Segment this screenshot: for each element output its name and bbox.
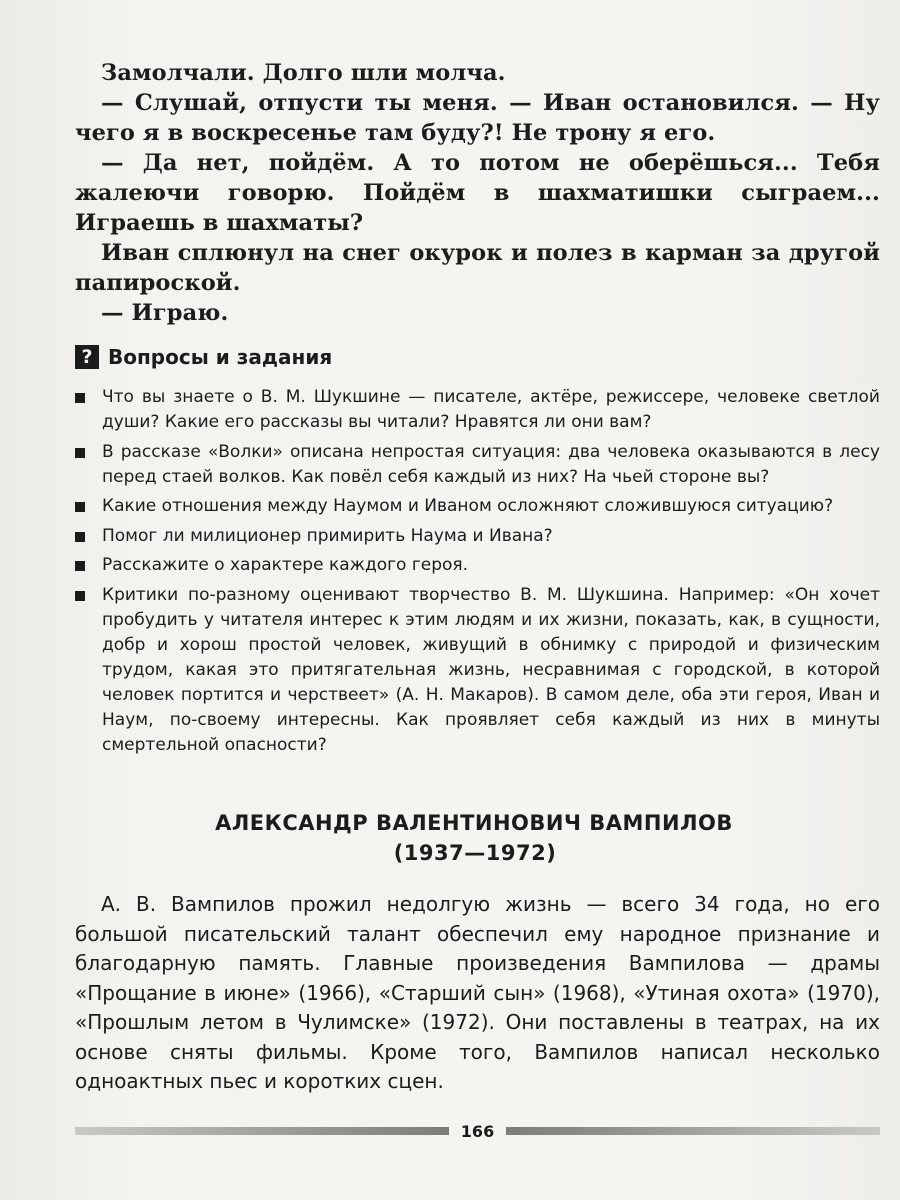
footer-rule-left: [75, 1127, 449, 1135]
question-item: Критики по-разному оценивают творчество В. М. Шукшина. Например: «Он хочет пробудить у читателя интерес к этим людям и их жизни, показать, как, в сущности, добр и хорош простой человек, живущий в обнимку с природой и физическим трудом, какая это притягательная жизнь, несравнимая с городской, в которой человек портится и черствеет» (А. Н. Макаров). В самом деле, оба эти героя, Иван и Наум, по-своему интересны. Как проявляет себя каждый из них в минуты смертельной опасности?: [75, 583, 880, 758]
author-name: АЛЕКСАНДР ВАЛЕНТИНОВИЧ ВАМПИЛОВ: [215, 811, 733, 835]
question-item: Какие отношения между Наумом и Иваном осложняют сложившуюся ситуацию?: [75, 494, 880, 519]
question-mark-icon: ?: [75, 345, 99, 369]
questions-list: [75, 385, 880, 762]
question-item: Что вы знаете о В. М. Шукшине — писателе, актёре, режиссере, человеке светлой души? Какие его рассказы вы читали? Нравятся ли они вам?: [75, 385, 880, 435]
bullet-square-icon: [75, 561, 85, 571]
bullet-square-icon: [75, 448, 85, 458]
questions-heading: [75, 345, 332, 369]
question-item: Помог ли милиционер примирить Наума и Ивана?: [75, 524, 880, 549]
bullet-square-icon: [75, 502, 85, 512]
bullet-square-icon: [75, 393, 85, 403]
story-paragraph: Замолчали. Долго шли молча.: [101, 60, 506, 86]
author-heading: [0, 808, 900, 868]
story-paragraph: Иван сплюнул на снег окурок и полез в карман за другой папироской.: [75, 240, 880, 296]
footer-rule-right: [506, 1127, 880, 1135]
author-years: (1937—1972): [393, 841, 557, 865]
question-item: Расскажите о характере каждого героя.: [75, 553, 880, 578]
story-paragraph: — Играю.: [101, 300, 229, 326]
bullet-square-icon: [75, 532, 85, 542]
story-paragraph: — Да нет, пойдём. А то потом не оберёшься... Тебя жалеючи говорю. Пойдём в шахматишки сыграем... Играешь в шахматы?: [75, 150, 880, 236]
story-paragraph: — Слушай, отпусти ты меня. — Иван остановился. — Ну чего я в воскресенье там буду?! Не трону я его.: [75, 90, 880, 146]
page-footer: [75, 1120, 880, 1142]
question-item: В рассказе «Волки» описана непростая ситуация: два человека оказываются в лесу перед стаей волков. Как повёл себя каждый из них? На чьей стороне вы?: [75, 440, 880, 490]
bullet-square-icon: [75, 591, 85, 601]
section-title: Вопросы и задания: [108, 345, 333, 369]
story-excerpt: [75, 58, 880, 328]
author-bio: А. В. Вампилов прожил недолгую жизнь — всего 34 года, но его большой писательский талант обеспечил ему народное признание и благодарную память. Главные произведения Вампилова — драмы «Прощание в июне» (1966), «Старший сын» (1968), «Утиная охота» (1970), «Прошлым летом в Чулимске» (1972). Они поставлены в театрах, на их основе сняты фильмы. Кроме того, Вампилов написал несколько одноактных пьес и коротких сцен.: [75, 892, 880, 1093]
page-number: 166: [460, 1121, 495, 1141]
